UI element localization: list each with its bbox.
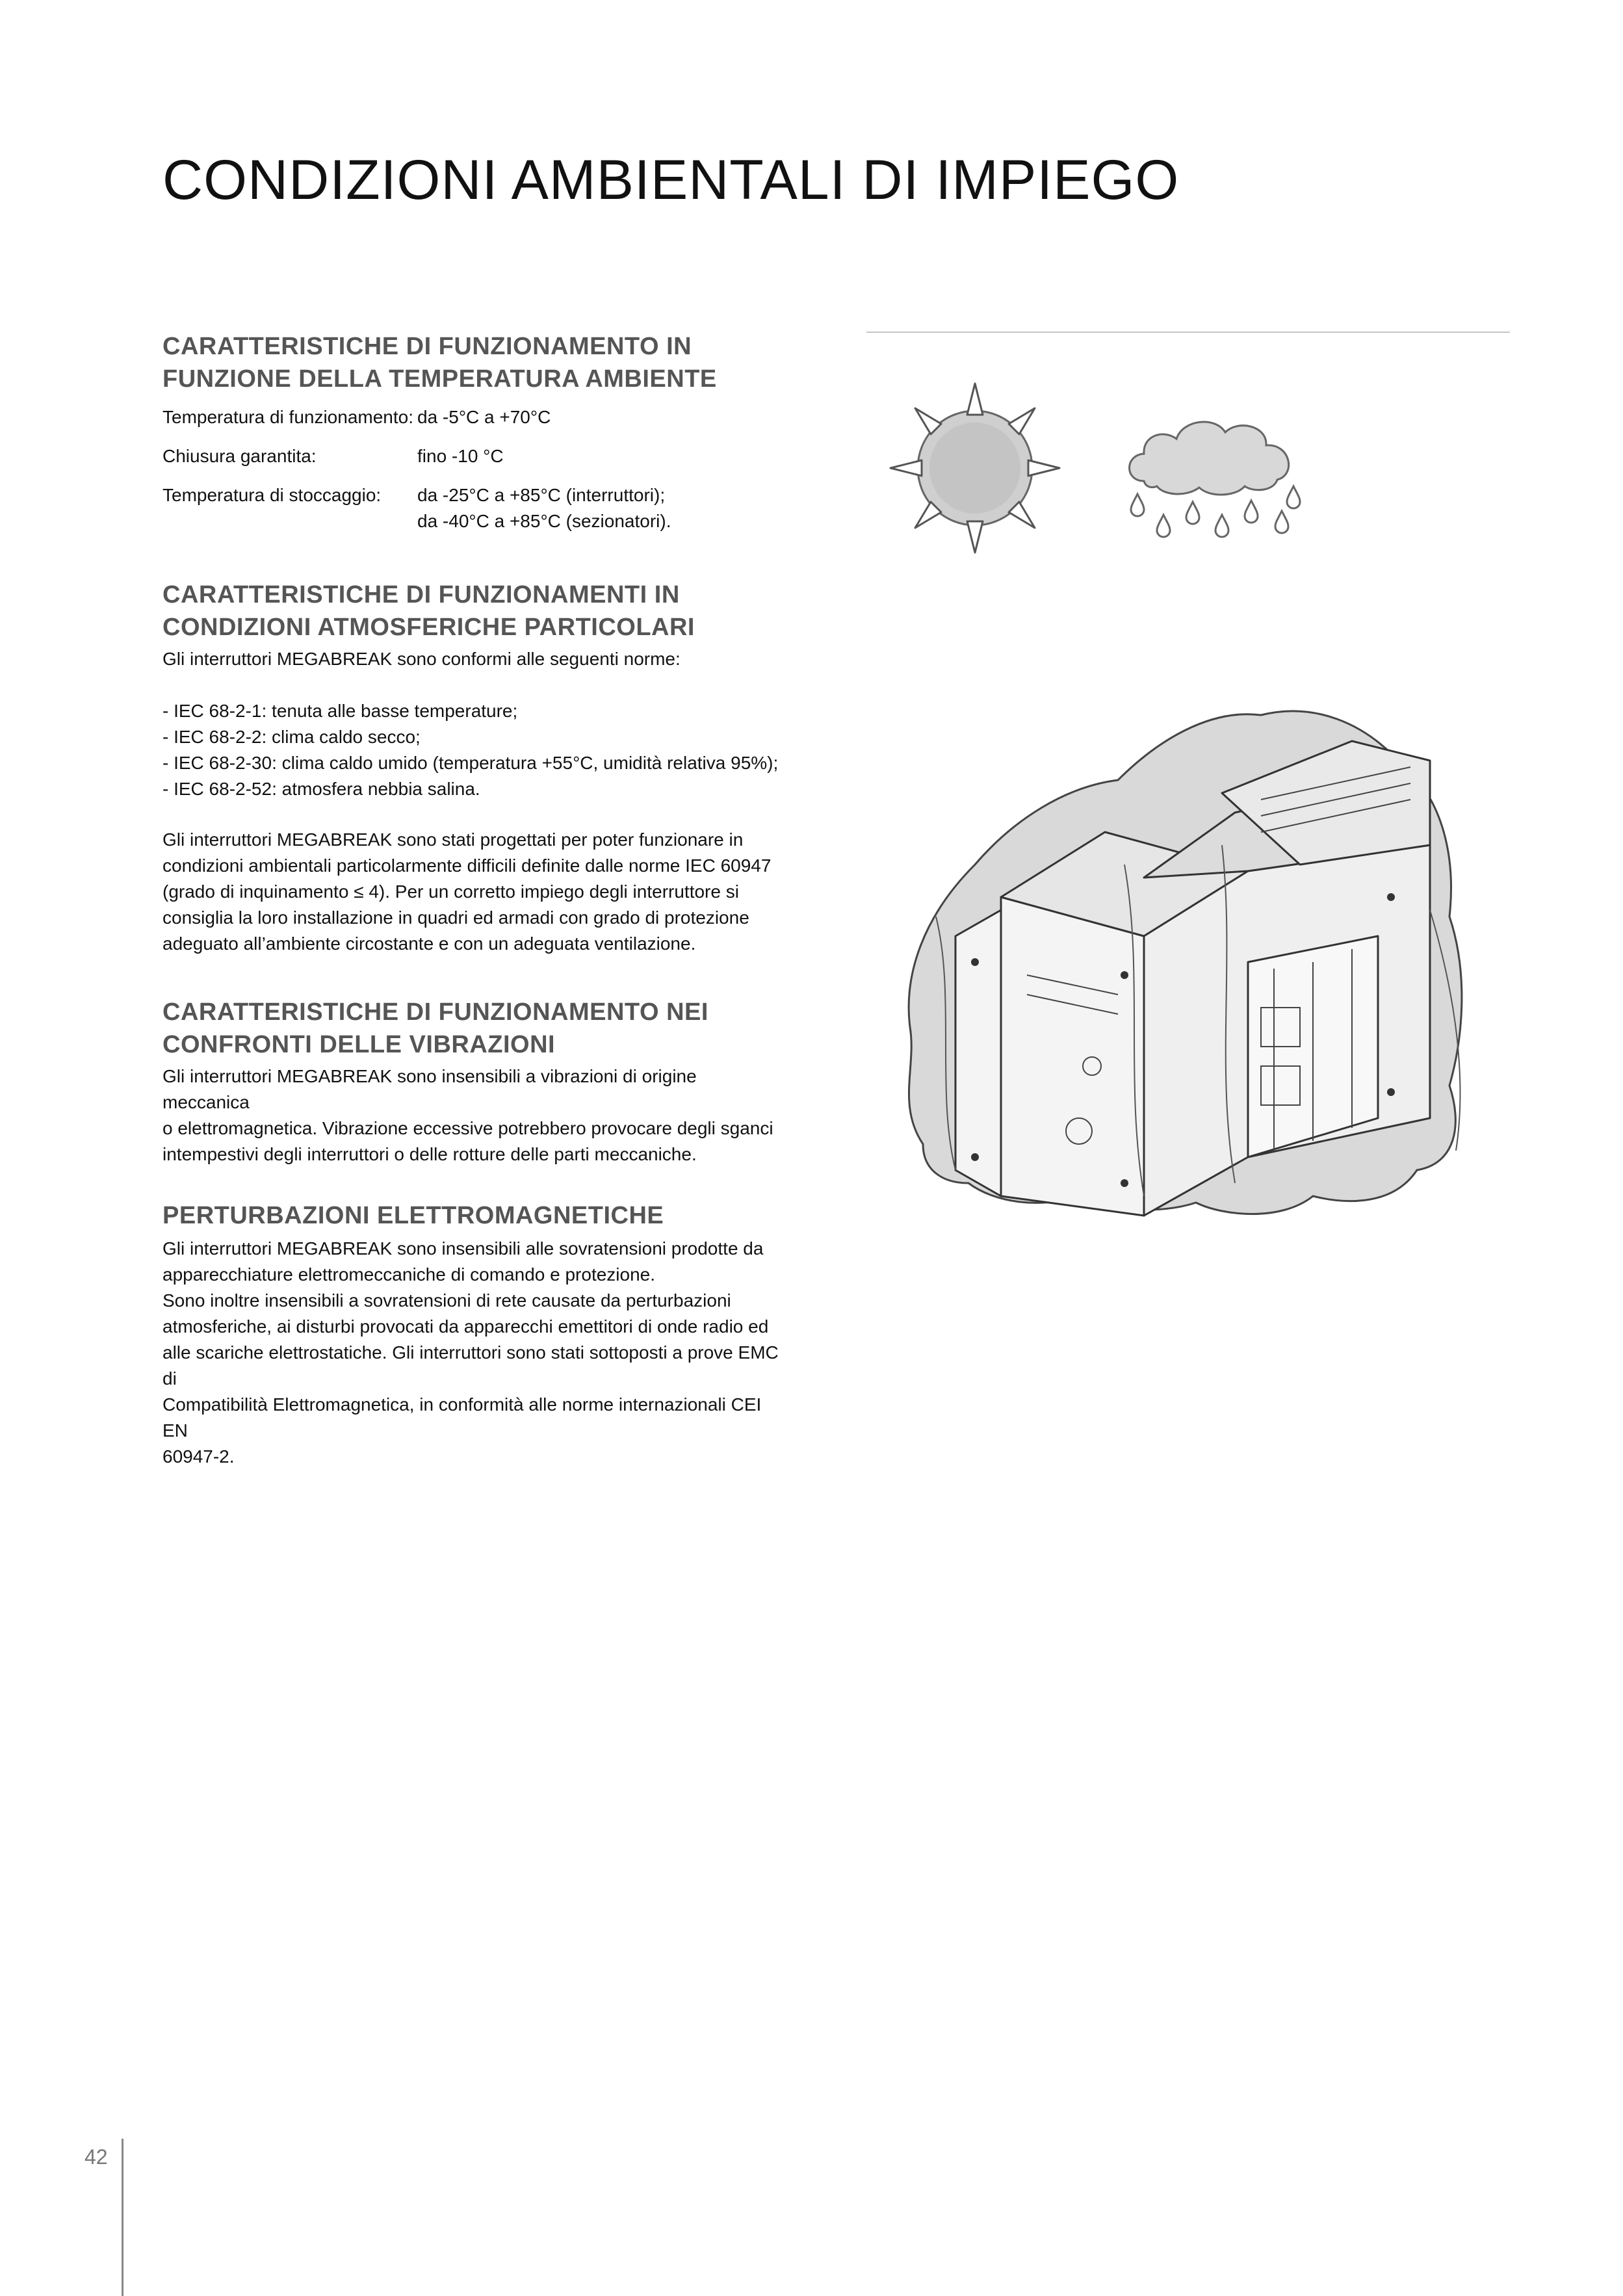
section-heading: CONDIZIONI ATMOSFERICHE PARTICOLARI xyxy=(162,614,695,641)
paragraph-line: consiglia la loro installazione in quadri ed armadi con grado di protezione xyxy=(162,907,749,928)
section-emc xyxy=(162,1199,780,1470)
list-item: - IEC 68-2-2: clima caldo secco; xyxy=(162,727,421,747)
sun-icon xyxy=(884,377,1066,559)
page-title: CONDIZIONI AMBIENTALI DI IMPIEGO xyxy=(162,149,1180,211)
paragraph-line: 60947-2. xyxy=(162,1446,235,1467)
list-item: - IEC 68-2-1: tenuta alle basse temperature; xyxy=(162,701,518,721)
section-heading: CARATTERISTICHE DI FUNZIONAMENTO NEI xyxy=(162,998,708,1026)
rain-cloud-icon xyxy=(1118,403,1313,553)
section-heading: FUNZIONE DELLA TEMPERATURA AMBIENTE xyxy=(162,365,717,393)
spec-value: da -5°C a +70°C xyxy=(417,407,551,427)
section-heading: PERTURBAZIONI ELETTROMAGNETICHE xyxy=(162,1202,664,1229)
paragraph-line: Gli interruttori MEGABREAK sono stati progettati per poter funzionare in xyxy=(162,829,744,850)
paragraph-line: apparecchiature elettromeccaniche di comando e protezione. xyxy=(162,1264,656,1285)
section-atmospheric xyxy=(162,579,780,957)
section-heading: CONFRONTI DELLE VIBRAZIONI xyxy=(162,1031,556,1058)
page-number-bar xyxy=(122,2139,123,2296)
paragraph-line: o elettromagnetica. Vibrazione eccessive potrebbero provocare degli sganci xyxy=(162,1118,773,1138)
divider xyxy=(866,332,1510,333)
paragraph-line: adeguato all’ambiente circostante e con un adeguata ventilazione. xyxy=(162,933,696,954)
spec-row-operating-temp xyxy=(162,404,780,443)
list-item: - IEC 68-2-52: atmosfera nebbia salina. xyxy=(162,779,480,799)
spec-label: Temperatura di stoccaggio: xyxy=(162,485,382,505)
paragraph-line: intempestivi degli interruttori o delle rotture delle parti meccaniche. xyxy=(162,1144,697,1164)
spec-label: Chiusura garantita: xyxy=(162,446,317,466)
spec-value: fino -10 °C xyxy=(417,446,504,466)
paragraph-line: Gli interruttori MEGABREAK sono insensibili a vibrazioni di origine meccanica xyxy=(162,1066,697,1112)
paragraph-line: atmosferiche, ai disturbi provocati da apparecchi emettitori di onde radio ed xyxy=(162,1316,769,1337)
page-number: 42 xyxy=(84,2145,108,2169)
section-temperature xyxy=(162,330,780,534)
circuit-breaker-illustration xyxy=(897,702,1482,1222)
spec-value xyxy=(417,482,671,534)
section-heading: CARATTERISTICHE DI FUNZIONAMENTO IN xyxy=(162,333,692,360)
paragraph-line: (grado di inquinamento ≤ 4). Per un corretto impiego degli interruttore si xyxy=(162,881,739,902)
spec-value-line: da -25°C a +85°C (interruttori); xyxy=(417,485,666,505)
spec-row-closing xyxy=(162,443,780,482)
list-item: - IEC 68-2-30: clima caldo umido (temperatura +55°C, umidità relativa 95%); xyxy=(162,753,779,773)
paragraph-line: Gli interruttori MEGABREAK sono insensibili alle sovratensioni prodotte da xyxy=(162,1238,764,1259)
paragraph-line: condizioni ambientali particolarmente difficili definite dalle norme IEC 60947 xyxy=(162,855,772,876)
paragraph-line: alle scariche elettrostatiche. Gli interruttori sono stati sottoposti a prove EMC di xyxy=(162,1342,779,1389)
spec-row-storage xyxy=(162,482,780,534)
paragraph-line: Sono inoltre insensibili a sovratensioni di rete causate da perturbazioni xyxy=(162,1290,731,1311)
paragraph: Gli interruttori MEGABREAK sono conformi alle seguenti norme: xyxy=(162,649,681,669)
section-vibration xyxy=(162,996,780,1168)
paragraph-line: Compatibilità Elettromagnetica, in conformità alle norme internazionali CEI EN xyxy=(162,1394,762,1441)
section-heading: CARATTERISTICHE DI FUNZIONAMENTI IN xyxy=(162,581,680,608)
spec-label: Temperatura di funzionamento: xyxy=(162,407,413,427)
spec-value-line: da -40°C a +85°C (sezionatori). xyxy=(417,511,671,531)
